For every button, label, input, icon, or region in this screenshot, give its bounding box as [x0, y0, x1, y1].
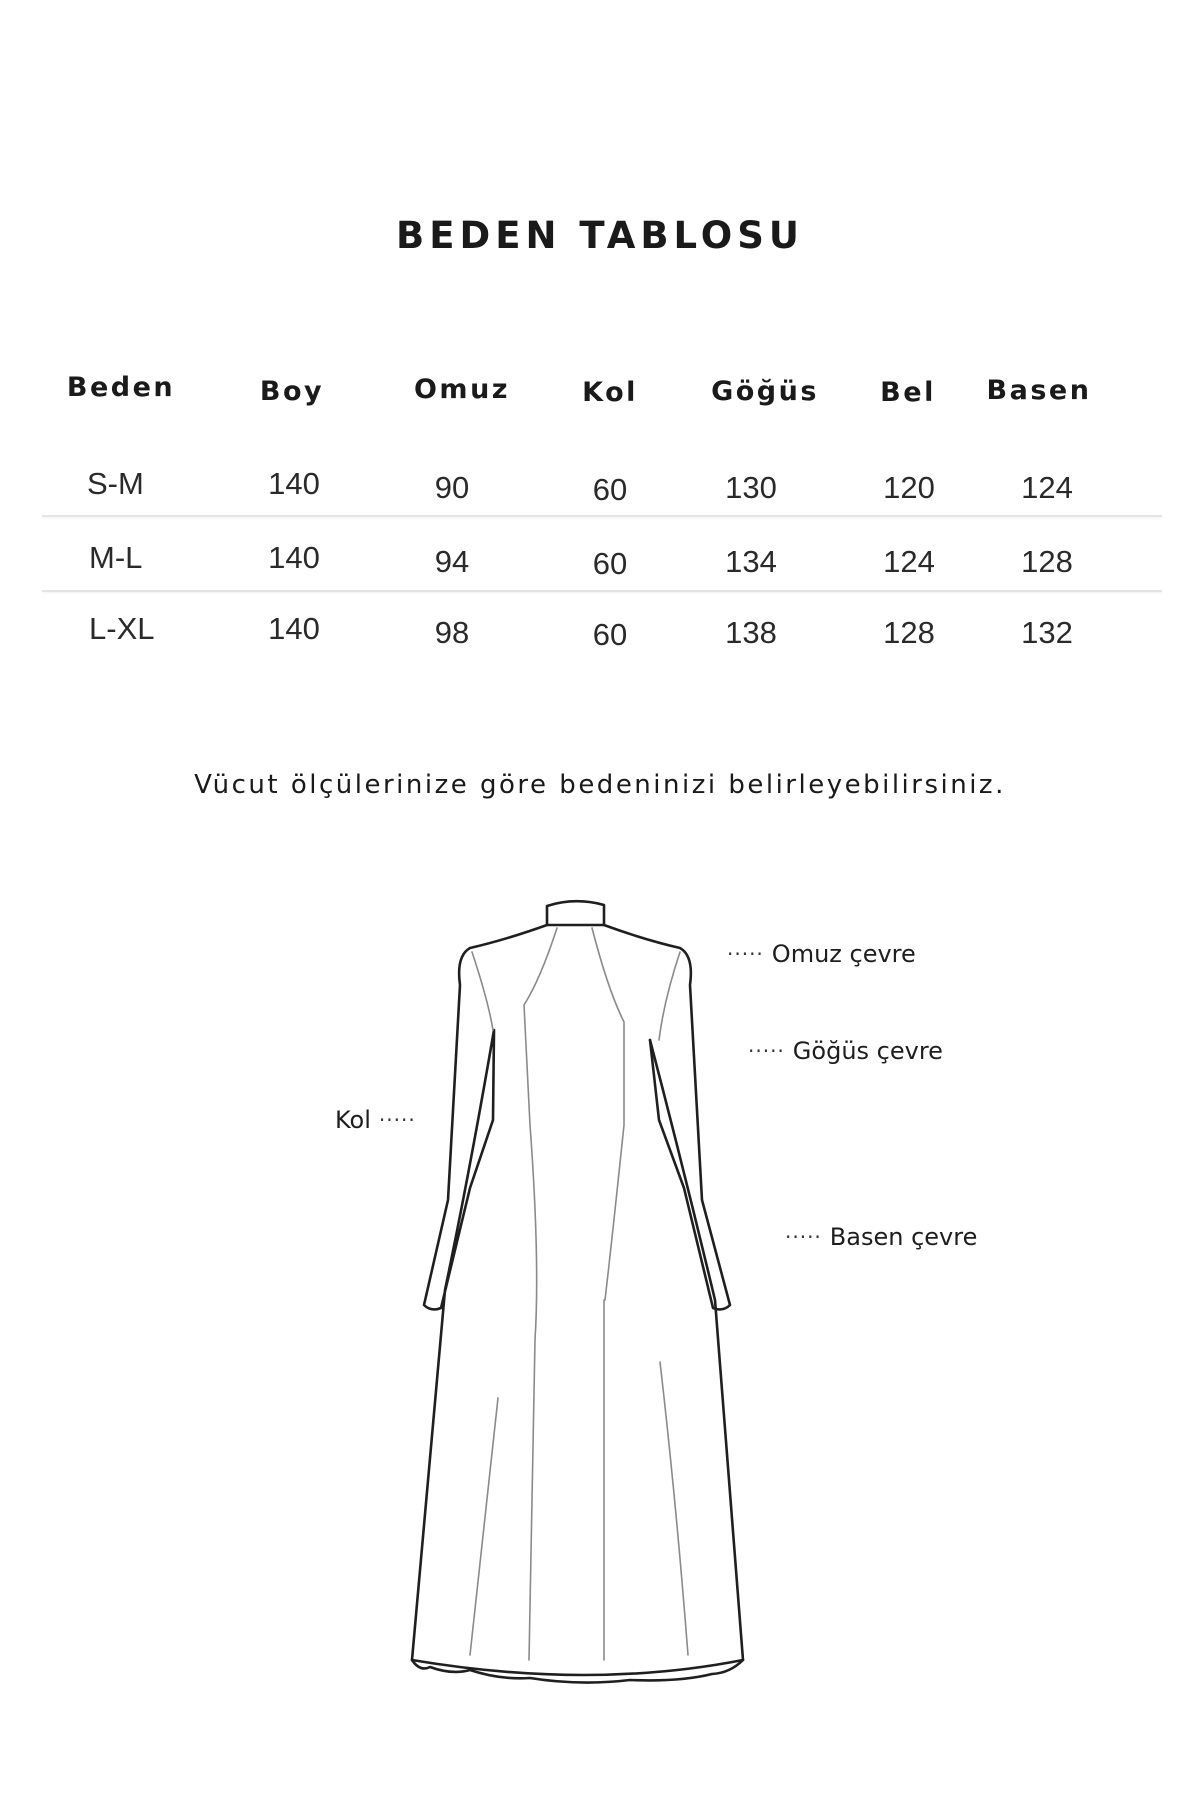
basen-cell: 132 — [1021, 615, 1073, 650]
dress-outline-right — [604, 925, 730, 1309]
omuz-cell: 94 — [434, 544, 470, 579]
hem-line — [412, 1660, 743, 1683]
header-boy: Boy — [259, 376, 325, 407]
label-basen-text: Basen çevre — [829, 1223, 978, 1251]
label-omuz — [719, 940, 916, 968]
boy-cell: 140 — [268, 540, 320, 575]
omuz-cell: 90 — [434, 470, 470, 505]
header-omuz: Omuz — [413, 374, 511, 405]
seam-line — [524, 928, 557, 1660]
label-gogus — [740, 1037, 943, 1065]
size-cell: L-XL — [89, 611, 155, 646]
basen-cell: 124 — [1021, 470, 1073, 505]
basen-cell: 128 — [1021, 544, 1073, 579]
header-beden: Beden — [66, 372, 176, 403]
gogus-cell: 138 — [725, 615, 777, 650]
boy-cell: 140 — [268, 611, 320, 646]
bel-cell: 124 — [883, 544, 935, 579]
header-gogus: Göğüs — [711, 376, 819, 407]
header-basen: Basen — [986, 375, 1092, 406]
seam-line — [659, 952, 680, 1040]
seam-line — [472, 952, 493, 1030]
size-cell: M-L — [89, 540, 143, 575]
dotted-leader: ····· — [378, 1108, 416, 1132]
bel-cell: 128 — [883, 615, 935, 650]
dotted-leader: ····· — [727, 942, 764, 966]
label-basen — [777, 1223, 977, 1251]
size-cell: S-M — [87, 466, 144, 501]
label-kol-text: Kol — [335, 1106, 371, 1134]
kol-cell: 60 — [592, 617, 628, 652]
kol-cell: 60 — [592, 546, 628, 581]
omuz-cell: 98 — [434, 615, 470, 650]
dotted-leader: ····· — [748, 1039, 785, 1063]
size-note: Vücut ölçülerinize göre bedeninizi belirleyebilirsiniz. — [194, 770, 1006, 800]
dotted-leader: ····· — [785, 1225, 822, 1249]
seam-line — [660, 1362, 688, 1655]
page-title: BEDEN TABLOSU — [396, 214, 804, 257]
seam-line — [592, 928, 624, 1300]
gogus-cell: 130 — [725, 470, 777, 505]
label-gogus-text: Göğüs çevre — [792, 1037, 943, 1065]
label-omuz-text: Omuz çevre — [771, 940, 916, 968]
collar-outline — [547, 901, 604, 925]
header-bel: Bel — [880, 377, 936, 408]
bel-cell: 120 — [883, 470, 935, 505]
header-kol: Kol — [582, 377, 638, 408]
label-kol — [335, 1106, 424, 1134]
kol-cell: 60 — [592, 472, 628, 507]
seam-line — [470, 1398, 498, 1655]
gogus-cell: 134 — [725, 544, 777, 579]
boy-cell: 140 — [268, 466, 320, 501]
